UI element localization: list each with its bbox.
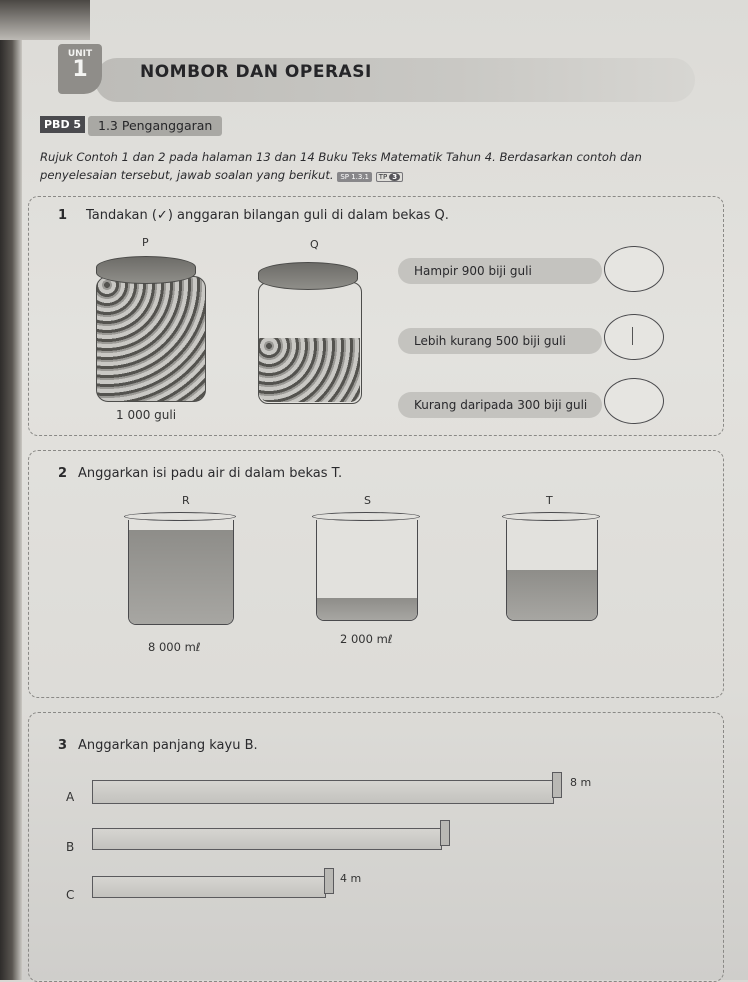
tp-level: 3 bbox=[389, 173, 400, 181]
jar-p-caption: 1 000 guli bbox=[116, 408, 177, 422]
section-subtitle: 1.3 Penganggaran bbox=[88, 116, 222, 136]
beaker-s-label: S bbox=[364, 494, 371, 507]
question-3-text: Anggarkan panjang kayu B. bbox=[78, 738, 258, 753]
unit-label: UNIT bbox=[67, 49, 93, 59]
jar-p-lid bbox=[96, 256, 196, 284]
stick-c-length: 4 m bbox=[340, 872, 362, 885]
beaker-t-label: T bbox=[546, 494, 553, 507]
stick-b-label: B bbox=[66, 840, 75, 854]
beaker-t bbox=[506, 520, 598, 621]
unit-number: 1 bbox=[72, 57, 88, 82]
question-1-text: Tandakan (✓) anggaran bilangan guli di dalam bekas Q. bbox=[86, 208, 449, 223]
option-hampir-900: Hampir 900 biji guli bbox=[398, 258, 602, 284]
option-kurang-300: Kurang daripada 300 biji guli bbox=[398, 392, 602, 418]
answer-circle-2[interactable] bbox=[604, 314, 664, 360]
question-3-number: 3 bbox=[58, 738, 68, 753]
stick-c-label: C bbox=[66, 888, 75, 902]
beaker-r-rim bbox=[124, 512, 236, 521]
answer-circle-3[interactable] bbox=[604, 378, 664, 424]
pbd-badge: PBD 5 bbox=[40, 116, 85, 133]
beaker-r-label: R bbox=[182, 494, 190, 507]
beaker-s bbox=[316, 520, 418, 621]
pencil-mark bbox=[632, 327, 633, 345]
jar-p-marbles bbox=[96, 276, 206, 402]
question-1-number: 1 bbox=[58, 208, 68, 223]
jar-q-marbles bbox=[259, 338, 360, 402]
beaker-r bbox=[128, 520, 234, 625]
stick-a-label: A bbox=[66, 790, 75, 804]
jar-p-label: P bbox=[142, 236, 149, 249]
tp-tag: TP 3 bbox=[376, 172, 403, 182]
stick-a bbox=[92, 780, 554, 804]
stick-c-end bbox=[324, 868, 334, 894]
question-2-text: Anggarkan isi padu air di dalam bekas T. bbox=[78, 466, 343, 481]
beaker-t-rim bbox=[502, 512, 600, 521]
stick-a-length: 8 m bbox=[570, 776, 592, 789]
photo-shadow-edge bbox=[0, 0, 22, 980]
option-lebih-kurang-500: Lebih kurang 500 biji guli bbox=[398, 328, 602, 354]
beaker-r-caption: 8 000 mℓ bbox=[148, 640, 201, 654]
photo-shadow-corner bbox=[0, 0, 90, 40]
sp-tag: SP 1.3.1 bbox=[337, 172, 372, 182]
beaker-s-water bbox=[317, 598, 417, 620]
unit-badge bbox=[58, 44, 102, 94]
jar-q-lid bbox=[258, 262, 358, 290]
stick-c bbox=[92, 876, 326, 898]
answer-circle-1[interactable] bbox=[604, 246, 664, 292]
stick-a-end bbox=[552, 772, 562, 798]
beaker-t-water bbox=[507, 570, 597, 620]
question-2-number: 2 bbox=[58, 466, 68, 481]
page-title: NOMBOR DAN OPERASI bbox=[140, 62, 372, 82]
instruction-body: Rujuk Contoh 1 dan 2 pada halaman 13 dan 14 Buku Teks Matematik Tahun 4. Berdasarkan contoh dan penyelesaian tersebut, jawab soalan yang berikut. bbox=[40, 150, 642, 182]
jar-q-label: Q bbox=[310, 238, 319, 251]
instruction-text bbox=[40, 148, 720, 186]
stick-b-end bbox=[440, 820, 450, 846]
beaker-r-water bbox=[129, 530, 233, 624]
beaker-s-caption: 2 000 mℓ bbox=[340, 632, 393, 646]
beaker-s-rim bbox=[312, 512, 420, 521]
stick-b bbox=[92, 828, 442, 850]
